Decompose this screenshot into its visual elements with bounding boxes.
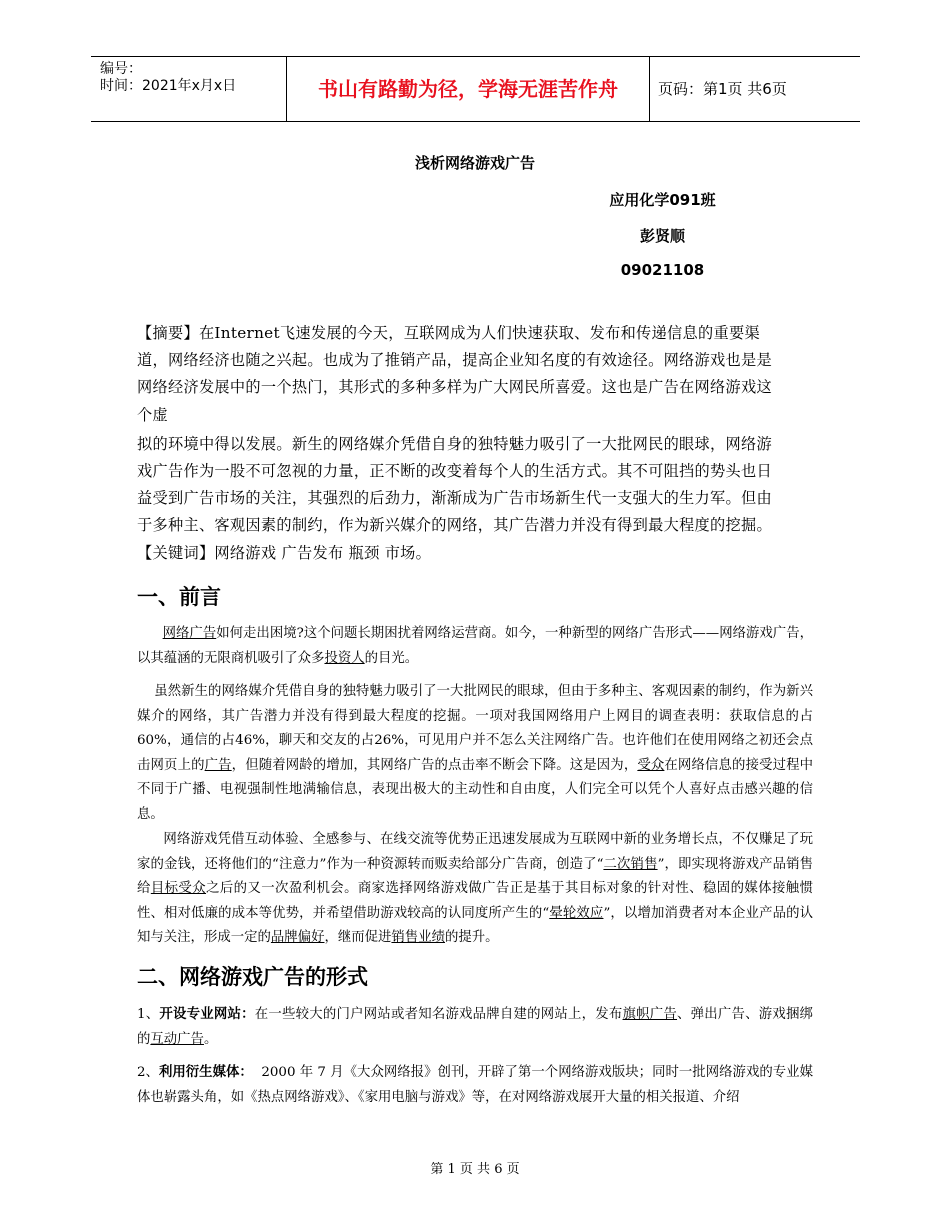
abstract-line: 戏广告作为一股不可忽视的力量，正不断的改变着每个人的生活方式。其不可阻挡的势头也日 <box>137 462 772 480</box>
paragraph-text: 2000 年 7 月《大众网络报》创刊，开辟了第一个网络游戏版块；同时一批网络游戏的专业媒体也崭露头角，如《热点网络游戏》、《家用电脑与游戏》等，在对网络游戏展开大量的相关报道、介绍 <box>137 1065 813 1105</box>
list-number: 2、 <box>137 1065 159 1080</box>
paragraph-text: 之后的又一次盈利机会。商家选择网络游戏做广告正是基于其目标对象的针对性、稳固的媒体接触惯性、相对低廉的成本等优势，并希望借助游戏较高的认同度所产生的“ <box>137 881 814 921</box>
link-interactive-ads[interactable]: 互动广告 <box>150 1031 204 1047</box>
class-name: 应用化学091班 <box>609 191 716 209</box>
link-online-ads[interactable]: 网络广告 <box>162 626 217 641</box>
list-number: 1、 <box>137 1007 160 1022</box>
paragraph-text: 网络游戏凭借互动体验、全感参与、在线交流等优势正迅速发展成为互联网中新的业务增长点，不仅赚足了玩家的金钱，还将他们的“注意力”作为一种资源转而贩卖给部分广告商，创造了“ <box>137 832 813 872</box>
list-item-title: 开设专业网站： <box>159 1006 255 1022</box>
paragraph-3 <box>137 828 813 951</box>
abstract-line: 拟的环境中得以发展。新生的网络媒介凭借自身的独特魅力吸引了一大批网民的眼球，网络游 <box>137 435 772 453</box>
paragraph-text: 在一些较大的门户网站或者知名游戏品牌自建的网站上，发布 <box>254 1007 623 1022</box>
link-halo-effect[interactable]: 晕轮效应 <box>549 905 604 921</box>
abstract-line: 道，网络经济也随之兴起。也成为了推销产品，提高企业知名度的有效途径。网络游戏也是是 <box>137 351 772 369</box>
header-motto: 书山有路勤为径，学海无涯苦作舟 <box>318 77 618 101</box>
header-page-info: 页码：第1页 共6页 <box>658 80 787 98</box>
paragraph-text: ，但随着网龄的增加，其网络广告的点击率不断会下降。这是因为， <box>231 757 638 773</box>
link-brand-preference[interactable]: 品牌偏好 <box>270 930 325 945</box>
list-item <box>137 1002 813 1052</box>
paragraph-text: 虽然新生的网络媒介凭借自身的独特魅力吸引了一大批网民的眼球，但由于多种主、客观因素的制约，作为新兴媒介的网络，其广告潜力并没有得到最大程度的挖掘。一项对我国网络用户上网目的调查表明：获取信息的占60%，通信的占46%，聊天和交友的占26%，可见用户并不怎么关注网络广告。也许他们在使用网络之初还会点击网页上的 <box>137 684 813 773</box>
author-name: 彭贤顺 <box>639 227 685 245</box>
section-heading-preface: 一、前言 <box>137 585 221 609</box>
paragraph-text: ”，即实现将游戏产品销售给 <box>137 856 813 896</box>
link-secondary-sales[interactable]: 二次销售 <box>603 856 658 872</box>
link-target-audience[interactable]: 目标受众 <box>150 881 207 896</box>
paragraph-text: ”，以增加消费者对本企业产品的认知与关注，形成一定的 <box>137 905 814 945</box>
abstract-line: 【摘要】在Internet飞速发展的今天，互联网成为人们快速获取、发布和传递信息的重要渠 <box>137 324 760 342</box>
header-number-label: 编号： <box>100 61 142 77</box>
abstract-line: 个虚 <box>137 406 168 424</box>
link-banner-ads[interactable]: 旗帜广告 <box>622 1007 678 1022</box>
footer-page-number: 第 1 页 共 6 页 <box>430 1162 520 1177</box>
student-id: 09021108 <box>620 261 705 279</box>
link-audience[interactable]: 受众 <box>637 757 665 773</box>
paragraph-text: 在网络信息的接受过程中不同于广播、电视强制性地满输信息，表现出极大的主动性和自由度，人们完全可以凭个人喜好点击感兴趣的信息。 <box>137 757 814 822</box>
list-item-title: 利用衍生媒体： <box>158 1064 253 1080</box>
document-title: 浅析网络游戏广告 <box>414 154 535 172</box>
paragraph-text: 、弹出广告、游戏捆绑的 <box>137 1007 814 1047</box>
list-item <box>137 1060 813 1110</box>
abstract-line: 益受到广告市场的关注，其强烈的后劲力，渐渐成为广告市场新生代一支强大的生力军。但由 <box>137 489 772 507</box>
paragraph-text: 的提升。 <box>444 930 499 945</box>
abstract-line: 于多种主、客观因素的制约，作为新兴媒介的网络，其广告潜力并没有得到最大程度的挖掘。 <box>137 516 772 534</box>
keywords-line: 【关键词】网络游戏 广告发布 瓶颈 市场。 <box>137 544 432 562</box>
header-divider-right <box>649 56 650 122</box>
link-sales-performance[interactable]: 销售业绩 <box>391 930 445 945</box>
paragraph-1 <box>137 622 813 671</box>
paragraph-text: 如何走出困境?这个问题长期困扰着网络运营商。如今，一种新型的网络广告形式——网络游戏广告，以其蕴涵的无限商机吸引了众多 <box>137 626 814 666</box>
link-ads[interactable]: 广告 <box>204 757 232 773</box>
paragraph-text: 的目光。 <box>364 650 419 666</box>
indent <box>137 626 163 641</box>
abstract-line: 网络经济发展中的一个热门，其形式的多种多样为广大网民所喜爱。这也是广告在网络游戏这 <box>137 378 772 396</box>
paragraph-text: 。 <box>203 1031 218 1047</box>
link-investors[interactable]: 投资人 <box>324 650 365 666</box>
paragraph-2 <box>137 680 813 827</box>
paragraph-text: ，继而促进 <box>324 930 392 945</box>
header-time-label: 时间：2021年x月x日 <box>100 78 237 94</box>
section-heading-forms: 二、网络游戏广告的形式 <box>137 965 368 989</box>
